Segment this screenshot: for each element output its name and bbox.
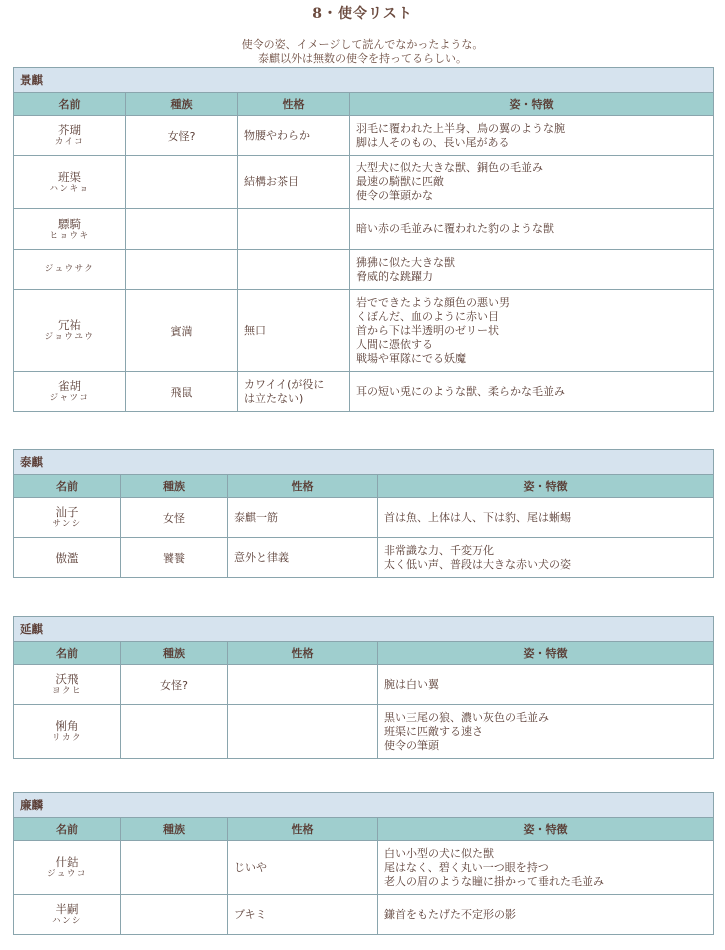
shirei-features [378, 895, 714, 935]
shirei-features [350, 209, 714, 250]
shirei-reading: カイコ [54, 137, 85, 147]
shirei-name: 半嗣 [55, 902, 79, 916]
kirin-section [13, 616, 713, 759]
table-row [14, 250, 714, 290]
shirei-table [13, 67, 714, 412]
shirei-features [350, 250, 714, 290]
shirei-reading: ハンキョ [49, 183, 90, 194]
shirei-kind: 飛鼠 [126, 372, 238, 412]
feature-line: 非常識な力、千変万化 [384, 543, 494, 557]
shirei-kind [121, 895, 228, 935]
shirei-name-cell [14, 116, 126, 156]
shirei-features [350, 290, 714, 372]
table-row [14, 156, 714, 209]
feature-line: 大型犬に似た大きな獣、銅色の毛並み [356, 161, 543, 174]
section-header-row [14, 450, 714, 475]
shirei-table [13, 792, 714, 935]
shirei-personality [228, 895, 378, 935]
personality-line: ブキミ [234, 907, 267, 921]
column-header-name: 名前 [14, 818, 121, 841]
feature-line: 狒狒に似た大きな獣 [356, 255, 455, 269]
section-title: 廉麟 [14, 793, 714, 818]
shirei-reading: ジャツコ [49, 393, 90, 403]
shirei-name-cell [14, 250, 126, 290]
feature-line: 鎌首をもたげた不定形の影 [384, 907, 516, 921]
column-header-row [14, 475, 714, 498]
feature-line: 羽毛に覆われた上半身、鳥の翼のような腕 [356, 121, 565, 135]
shirei-kind: 女怪 [121, 498, 228, 538]
shirei-name: 班渠 [58, 169, 81, 184]
feature-line: 脚は人そのもの、長い尾がある [356, 135, 510, 149]
column-header-row [14, 818, 714, 841]
shirei-kind: 女怪? [121, 665, 228, 705]
shirei-name-cell [14, 665, 121, 705]
shirei-features [378, 841, 714, 895]
shirei-name: 悧角 [55, 719, 79, 733]
feature-line: 使令の筆頭 [384, 738, 439, 752]
feature-line: 腕は白い翼 [384, 677, 439, 691]
intro-text [0, 38, 725, 66]
shirei-name-cell [14, 705, 121, 759]
shirei-name: 什鈷 [55, 855, 79, 869]
shirei-reading: ヨクヒ [51, 686, 82, 696]
table-row [14, 538, 714, 578]
column-header-name: 名前 [14, 642, 121, 665]
personality-line: カワイイ(が役に [244, 377, 325, 391]
shirei-name: 汕子 [55, 505, 79, 519]
section-header-row [14, 617, 714, 642]
feature-line: 使令の筆頭かな [356, 189, 433, 202]
feature-line: 尾はなく、碧く丸い一つ眼を持つ [384, 860, 549, 874]
shirei-personality [238, 209, 350, 250]
shirei-kind: 饕餮 [121, 538, 228, 578]
feature-line: 太く低い声、普段は大きな赤い犬の姿 [384, 557, 571, 571]
shirei-features [378, 665, 714, 705]
column-header-row [14, 642, 714, 665]
shirei-name: 驃騎 [58, 216, 81, 231]
shirei-features [350, 116, 714, 156]
personality-line: 結構お茶目 [244, 175, 299, 188]
feature-line: くぼんだ、血のように赤い目 [356, 309, 499, 323]
shirei-reading: ヒョウキ [49, 230, 90, 241]
shirei-personality [238, 290, 350, 372]
shirei-personality [228, 705, 378, 759]
shirei-table [13, 616, 714, 759]
feature-line: 戦場や軍隊にでる妖魔 [356, 351, 466, 365]
shirei-personality [238, 116, 350, 156]
column-header-kind: 種族 [126, 93, 238, 116]
shirei-kind [126, 250, 238, 290]
shirei-personality [228, 538, 378, 578]
column-header-features: 姿・特徴 [378, 475, 714, 498]
shirei-name: 芥瑚 [58, 123, 81, 137]
shirei-name-cell [14, 156, 126, 209]
shirei-kind [121, 841, 228, 895]
shirei-name-cell [14, 290, 126, 372]
column-header-personality: 性格 [228, 642, 378, 665]
table-row [14, 209, 714, 250]
table-row [14, 498, 714, 538]
personality-line: 泰麒一筋 [234, 510, 278, 524]
feature-line: 首は魚、上体は人、下は豹、尾は蜥蜴 [384, 510, 571, 524]
column-header-kind: 種族 [121, 818, 228, 841]
column-header-personality: 性格 [228, 818, 378, 841]
table-row [14, 116, 714, 156]
shirei-kind: 賓満 [126, 290, 238, 372]
feature-line: 黒い三尾の狼、濃い灰色の毛並み [384, 710, 549, 724]
table-row [14, 895, 714, 935]
personality-line: じいや [234, 860, 267, 874]
shirei-personality [228, 665, 378, 705]
section-title: 延麒 [14, 617, 714, 642]
shirei-name: 沃飛 [55, 672, 79, 686]
shirei-name-cell [14, 498, 121, 538]
column-header-row [14, 93, 714, 116]
shirei-kind [121, 705, 228, 759]
kirin-section [13, 792, 713, 935]
feature-line: 暗い赤の毛並みに覆われた豹のような獣 [356, 222, 554, 235]
shirei-reading: リカク [52, 733, 82, 743]
feature-line: 脅威的な跳躍力 [356, 269, 433, 283]
feature-line: 首から下は半透明のゼリー状 [356, 323, 499, 337]
personality-line: 無口 [244, 323, 266, 337]
feature-line: 耳の短い兎にのような獣、柔らかな毛並み [356, 384, 565, 398]
column-header-kind: 種族 [121, 475, 228, 498]
shirei-name-cell [14, 209, 126, 250]
shirei-features [378, 705, 714, 759]
shirei-kind: 女怪? [126, 116, 238, 156]
table-row [14, 372, 714, 412]
shirei-reading: ジュウコ [47, 869, 87, 879]
section-header-row [14, 793, 714, 818]
column-header-features: 姿・特徴 [350, 93, 714, 116]
table-row [14, 290, 714, 372]
shirei-name: 傲濫 [55, 550, 79, 565]
table-row [14, 841, 714, 895]
table-row [14, 665, 714, 705]
column-header-name: 名前 [14, 475, 121, 498]
shirei-personality [228, 498, 378, 538]
shirei-personality [238, 372, 350, 412]
shirei-kind [126, 209, 238, 250]
kirin-section [13, 67, 713, 412]
shirei-personality [238, 250, 350, 290]
shirei-features [378, 498, 714, 538]
feature-line: 白い小型の犬に似た獣 [384, 846, 494, 860]
column-header-features: 姿・特徴 [378, 818, 714, 841]
shirei-table [13, 449, 714, 578]
column-header-features: 姿・特徴 [378, 642, 714, 665]
personality-line: は立たない) [244, 391, 304, 405]
page-title: 8・使令リスト [312, 6, 413, 22]
section-title: 景麒 [14, 68, 714, 93]
feature-line: 人間に憑依する [356, 337, 433, 351]
personality-line: 意外と律義 [234, 550, 289, 564]
column-header-personality: 性格 [238, 93, 350, 116]
shirei-name-cell [14, 841, 121, 895]
shirei-name-cell [14, 538, 121, 578]
shirei-name: 雀胡 [58, 379, 81, 393]
intro-line: 使令の姿、イメージして読んでなかったような。 [241, 38, 484, 51]
feature-line: 班渠に匹敵する速さ [384, 724, 483, 738]
shirei-features [350, 372, 714, 412]
shirei-reading: ハンシ [52, 916, 82, 926]
feature-line: 最速の騎獣に匹敵 [356, 175, 444, 188]
shirei-name-cell [14, 372, 126, 412]
kirin-section [13, 449, 713, 578]
shirei-name: 冗祐 [58, 318, 81, 332]
feature-line: 岩でできたような顔色の悪い男 [356, 295, 510, 309]
shirei-name-cell [14, 895, 121, 935]
shirei-personality [228, 841, 378, 895]
section-header-row [14, 68, 714, 93]
column-header-personality: 性格 [228, 475, 378, 498]
shirei-reading: サンシ [52, 519, 82, 529]
intro-line: 泰麒以外は無数の使令を持ってるらしい。 [258, 52, 467, 65]
shirei-features [378, 538, 714, 578]
shirei-reading: ジュウサク [44, 264, 95, 274]
shirei-features [350, 156, 714, 209]
feature-line: 老人の眉のような瞳に掛かって垂れた毛並み [384, 874, 604, 888]
shirei-kind [126, 156, 238, 209]
table-row [14, 705, 714, 759]
column-header-kind: 種族 [121, 642, 228, 665]
shirei-reading: ジョウユウ [44, 332, 95, 342]
personality-line: 物腰やわらか [244, 128, 310, 142]
column-header-name: 名前 [14, 93, 126, 116]
section-title: 泰麒 [14, 450, 714, 475]
shirei-personality [238, 156, 350, 209]
